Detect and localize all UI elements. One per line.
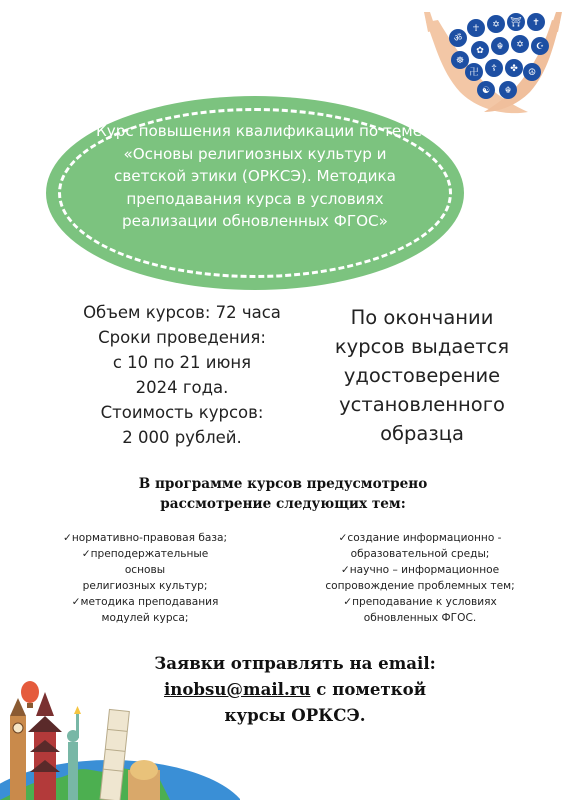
course-dates-label: Сроки проведения: bbox=[98, 328, 266, 347]
program-topics-right bbox=[300, 530, 540, 626]
course-details bbox=[62, 300, 302, 450]
svg-text:☸: ☸ bbox=[455, 56, 465, 66]
course-title-line: «Основы религиозных культур и bbox=[123, 144, 387, 163]
hands-religious-symbols-illustration bbox=[420, 0, 566, 118]
course-title bbox=[96, 120, 423, 233]
svg-text:✡: ✡ bbox=[492, 20, 500, 30]
course-title-line: Курс повышения квалификации по теме bbox=[96, 122, 423, 140]
program-heading bbox=[60, 474, 506, 514]
certificate-note bbox=[304, 303, 540, 448]
course-year: 2024 года. bbox=[135, 378, 229, 397]
svg-text:☯: ☯ bbox=[481, 86, 491, 96]
svg-text:⛩: ⛩ bbox=[510, 18, 522, 28]
program-heading-line: В программе курсов предусмотрено bbox=[138, 476, 428, 492]
certificate-note-line: По окончании bbox=[350, 306, 494, 329]
course-title-line: светской этики (ОРКСЭ). Методика bbox=[114, 167, 396, 185]
world-landmarks-illustration bbox=[0, 672, 240, 800]
svg-text:✤: ✤ bbox=[510, 64, 518, 74]
svg-text:☪: ☪ bbox=[535, 42, 545, 52]
email-link[interactable]: inobsu@mail.ru bbox=[163, 679, 311, 699]
topic-line: модулей курса; bbox=[101, 612, 189, 624]
application-email-suffix: с пометкой bbox=[310, 679, 427, 699]
program-topics-left bbox=[40, 530, 250, 626]
topic-line: образовательной среды; bbox=[350, 548, 490, 560]
topic-line: основы bbox=[124, 564, 166, 576]
topic-line: ✓преподавание к условиях bbox=[343, 596, 497, 608]
svg-text:☦: ☦ bbox=[491, 64, 497, 74]
course-cost-label: Стоимость курсов: bbox=[100, 403, 264, 422]
topic-line: ✓создание информационно - bbox=[338, 532, 502, 544]
course-dates: с 10 по 21 июня bbox=[112, 353, 252, 372]
svg-text:✡: ✡ bbox=[516, 40, 524, 50]
certificate-note-line: курсов выдается bbox=[334, 335, 510, 358]
topic-line: сопровождение проблемных тем; bbox=[325, 580, 515, 592]
course-volume: Объем курсов: 72 часа bbox=[83, 303, 281, 322]
svg-text:☥: ☥ bbox=[472, 24, 480, 34]
svg-text:✝: ✝ bbox=[532, 18, 540, 28]
topic-line: обновленных ФГОС. bbox=[363, 612, 477, 624]
topic-line: ✓нормативно-правовая база; bbox=[62, 532, 228, 544]
topic-line: ✓научно – информационное bbox=[340, 564, 500, 576]
course-cost: 2 000 рублей. bbox=[122, 428, 242, 447]
svg-text:✿: ✿ bbox=[476, 46, 484, 56]
program-heading-line: рассмотрение следующих тем: bbox=[160, 496, 406, 512]
certificate-note-line: удостоверение bbox=[343, 364, 501, 387]
topic-line: ✓методика преподавания bbox=[71, 596, 219, 608]
application-subject: курсы ОРКСЭ. bbox=[224, 705, 366, 725]
svg-text:☮: ☮ bbox=[527, 68, 537, 78]
topic-line: ✓преподержательные bbox=[81, 548, 209, 560]
course-title-line: реализации обновленных ФГОС» bbox=[122, 212, 388, 230]
svg-text:ॐ: ॐ bbox=[453, 34, 463, 44]
topic-line: религиозных культур; bbox=[82, 580, 208, 592]
application-line: Заявки отправлять на email: bbox=[154, 653, 436, 673]
course-title-line: преподавания курса в условиях bbox=[126, 189, 384, 208]
certificate-note-line: образца bbox=[380, 422, 464, 445]
svg-text:☬: ☬ bbox=[504, 86, 512, 96]
svg-text:☬: ☬ bbox=[496, 42, 504, 52]
svg-text:卍: 卍 bbox=[469, 68, 479, 78]
certificate-note-line: установленного bbox=[339, 393, 505, 416]
